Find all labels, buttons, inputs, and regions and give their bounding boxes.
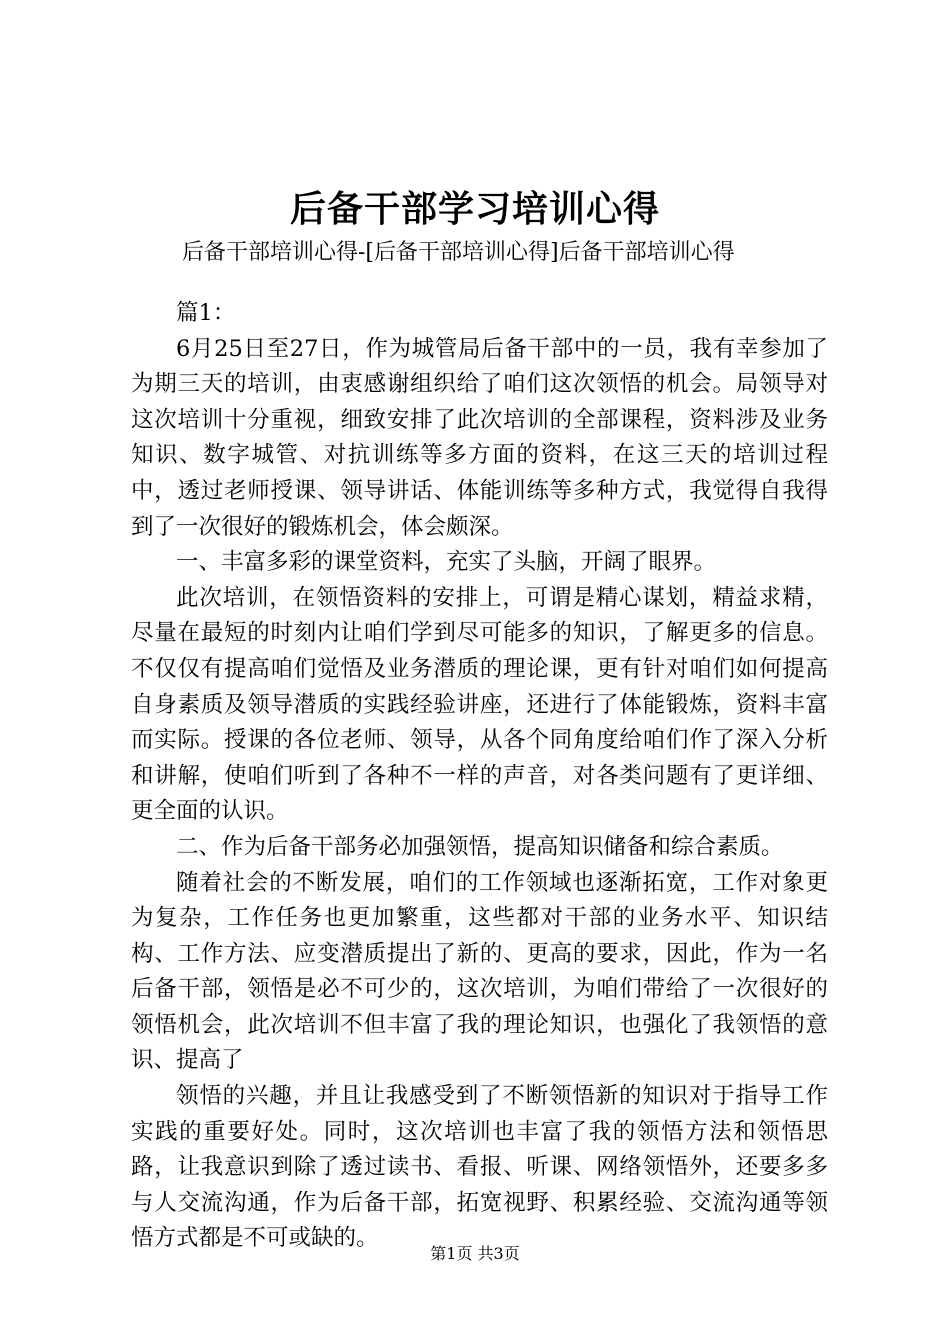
section-heading: 一、丰富多彩的课堂资料，充实了头脑，开阔了眼界。 <box>176 549 717 576</box>
body-paragraph: 6月25日至27日，作为城管局后备干部中的一员，我有幸参加了为期三天的培训，由衷感谢组织给了咱们这次领悟的机会。局领导对这次培训十分重视，细致安排了此次培训的全部课程，资料涉及业务知识、数字城管、对抗训练等多方面的资料，在这三天的培训过程中，透过老师授课、领导讲话、体能训练等多种方式，我觉得自我得到了一次很好的锻炼机会，体会颇深。 <box>131 335 828 540</box>
document-subtitle: 后备干部培训心得-[后备干部培训心得]后备干部培训心得 <box>182 240 735 265</box>
section-heading: 二、作为后备干部务必加强领悟，提高知识储备和综合素质。 <box>176 833 784 860</box>
document-title: 后备干部学习培训心得 <box>289 188 660 230</box>
body-paragraph: 此次培训，在领悟资料的安排上，可谓是精心谋划，精益求精，尽量在最短的时刻内让咱们学到尽可能多的知识，了解更多的信息。不仅仅有提高咱们觉悟及业务潜质的理论课，更有针对咱们如何提高自身素质及领导潜质的实践经验讲座，还进行了体能锻炼，资料丰富而实际。授课的各位老师、领导，从各个同角度给咱们作了深入分析和讲解，使咱们听到了各种不一样的声音，对各类问题有了更详细、更全面的认识。 <box>131 584 828 825</box>
document-body <box>131 296 828 1257</box>
section-label: 篇1： <box>176 300 236 326</box>
body-paragraph: 随着社会的不断发展，咱们的工作领域也逐渐拓宽，工作对象更为复杂，工作任务也更加繁重，这些都对干部的业务水平、知识结构、工作方法、应变潜质提出了新的、更高的要求，因此，作为一名后备干部，领悟是必不可少的，这次培训，为咱们带给了一次很好的领悟机会，此次培训不但丰富了我的理论知识，也强化了我领悟的意识、提高了 <box>131 869 828 1074</box>
body-paragraph: 领悟的兴趣，并且让我感受到了不断领悟新的知识对于指导工作实践的重要好处。同时，这次培训也丰富了我的领悟方法和领悟思路，让我意识到除了透过读书、看报、听课、网络领悟外，还要多多与人交流沟通，作为后备干部，拓宽视野、积累经验、交流沟通等领悟方式都是不可或缺的。 <box>131 1083 828 1252</box>
page-footer: 第1页 共3页 <box>430 1244 520 1263</box>
